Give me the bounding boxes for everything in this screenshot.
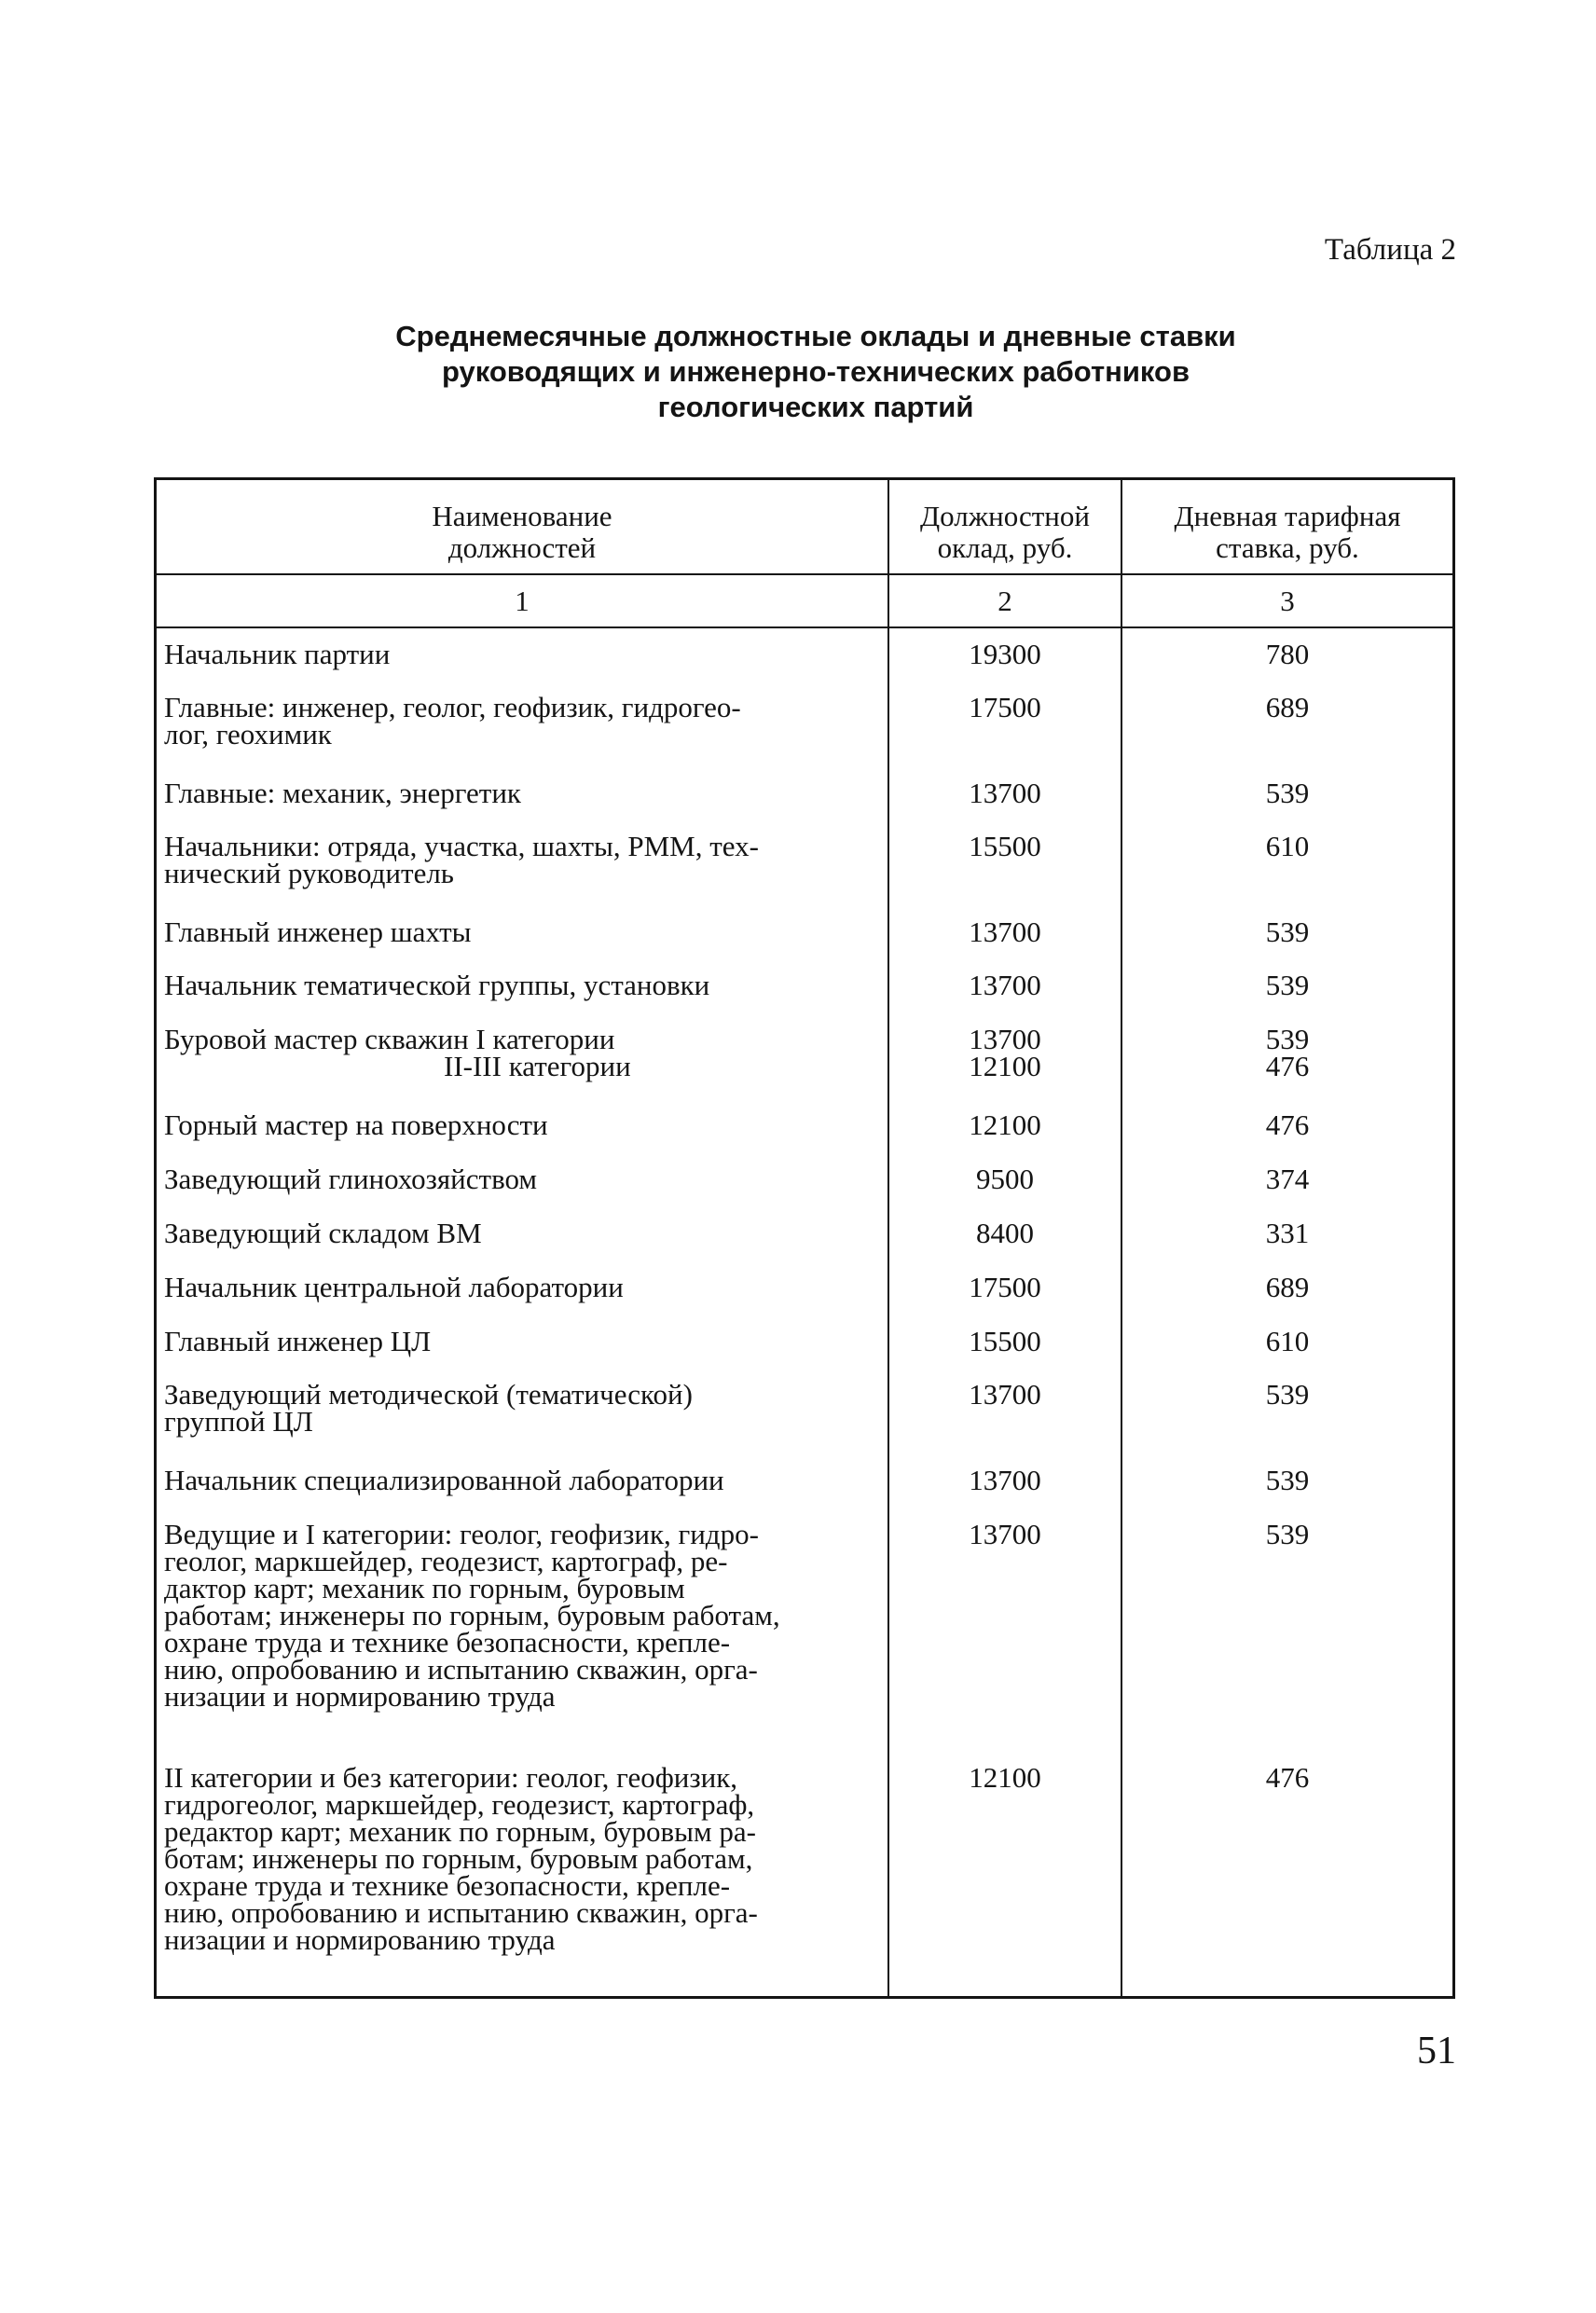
rate-value: 610	[1265, 830, 1310, 862]
header-salary: Должностной оклад, руб.	[920, 500, 1090, 564]
position-name: Начальник партии	[164, 638, 391, 670]
rate-value: 539 476	[1265, 1023, 1310, 1082]
header-name: Наименование должностей	[432, 500, 612, 564]
column-number: 1	[515, 585, 530, 617]
position-name: Главный инженер ЦЛ	[164, 1325, 432, 1357]
position-name: Заведующий складом ВМ	[164, 1217, 482, 1249]
position-name: Заведующий методической (тематической) группой ЦЛ	[164, 1378, 693, 1438]
salary-value: 15500	[969, 830, 1041, 862]
table-title	[280, 319, 1352, 425]
salary-table	[154, 477, 1455, 1999]
rate-value: 539	[1265, 969, 1310, 1001]
title-line: геологических партий	[657, 391, 974, 423]
column-number: 2	[998, 585, 1012, 617]
rate-value: 539	[1265, 1518, 1310, 1550]
rate-value: 780	[1265, 638, 1310, 670]
salary-value: 8400	[976, 1217, 1034, 1249]
page-number: 51	[1417, 2030, 1456, 2072]
salary-value: 15500	[969, 1325, 1041, 1357]
header-divider	[157, 626, 1452, 628]
salary-value: 17500	[969, 691, 1041, 723]
position-name: Заведующий глинохозяйством	[164, 1163, 538, 1195]
title-line: Среднемесячные должностные оклады и дневные ставки	[395, 320, 1236, 352]
rate-value: 539	[1265, 1378, 1310, 1411]
position-name: Начальники: отряда, участка, шахты, РММ, тех- нический руководитель	[164, 830, 759, 889]
position-name: Начальник тематической группы, установки	[164, 969, 710, 1001]
title-line: руководящих и инженерно-технических работников	[441, 355, 1190, 388]
salary-value: 9500	[976, 1163, 1034, 1195]
salary-value: 13700	[969, 1464, 1041, 1496]
position-name: Главные: инженер, геолог, геофизик, гидрогео- лог, геохимик	[164, 691, 741, 750]
position-name: Горный мастер на поверхности	[164, 1108, 548, 1141]
salary-value: 12100	[969, 1108, 1041, 1141]
position-name: Главный инженер шахты	[164, 916, 472, 948]
column-number: 3	[1280, 585, 1295, 617]
rate-value: 331	[1265, 1217, 1310, 1249]
rate-value: 689	[1265, 691, 1310, 723]
rate-value: 539	[1265, 1464, 1310, 1496]
rate-value: 689	[1265, 1271, 1310, 1303]
salary-value: 13700	[969, 916, 1041, 948]
salary-value: 19300	[969, 638, 1041, 670]
position-name: Начальник специализированной лаборатории	[164, 1464, 724, 1496]
position-name: Главные: механик, энергетик	[164, 777, 521, 809]
salary-value: 17500	[969, 1271, 1041, 1303]
rate-value: 539	[1265, 777, 1310, 809]
salary-value: 13700	[969, 1378, 1041, 1411]
salary-value: 12100	[969, 1761, 1041, 1794]
rate-value: 610	[1265, 1325, 1310, 1357]
salary-value: 13700 12100	[969, 1023, 1041, 1082]
position-name: II категории и без категории: геолог, геофизик, гидрогеолог, маркшейдер, геодезист, картограф, редактор карт; механик по горным, буровым ра- ботам; инженеры по горным, буровым работам, охране труда и технике безопасности, крепле- нию, опробованию и испытанию скважин, орга- низации и нормированию труда	[164, 1761, 758, 1956]
rate-value: 539	[1265, 916, 1310, 948]
position-name: Ведущие и I категории: геолог, геофизик, гидро- геолог, маркшейдер, геодезист, картограф, ре- дактор карт; механик по горным, буровым работам; инженеры по горным, буровым работам, охране труда и технике безопасности, крепле- нию, опробованию и испытанию скважин, орга- низации и нормированию труда	[164, 1518, 780, 1713]
position-name: Буровой мастер скважин I категории II-III категории	[164, 1023, 631, 1082]
salary-value: 13700	[969, 777, 1041, 809]
rate-value: 476	[1265, 1108, 1310, 1141]
salary-value: 13700	[969, 969, 1041, 1001]
rate-value: 374	[1265, 1163, 1310, 1195]
header-divider	[157, 573, 1452, 575]
rate-value: 476	[1265, 1761, 1310, 1794]
header-rate: Дневная тарифная ставка, руб.	[1174, 500, 1401, 564]
salary-value: 13700	[969, 1518, 1041, 1550]
position-name: Начальник центральной лаборатории	[164, 1271, 624, 1303]
table-label: Таблица 2	[1324, 233, 1456, 267]
